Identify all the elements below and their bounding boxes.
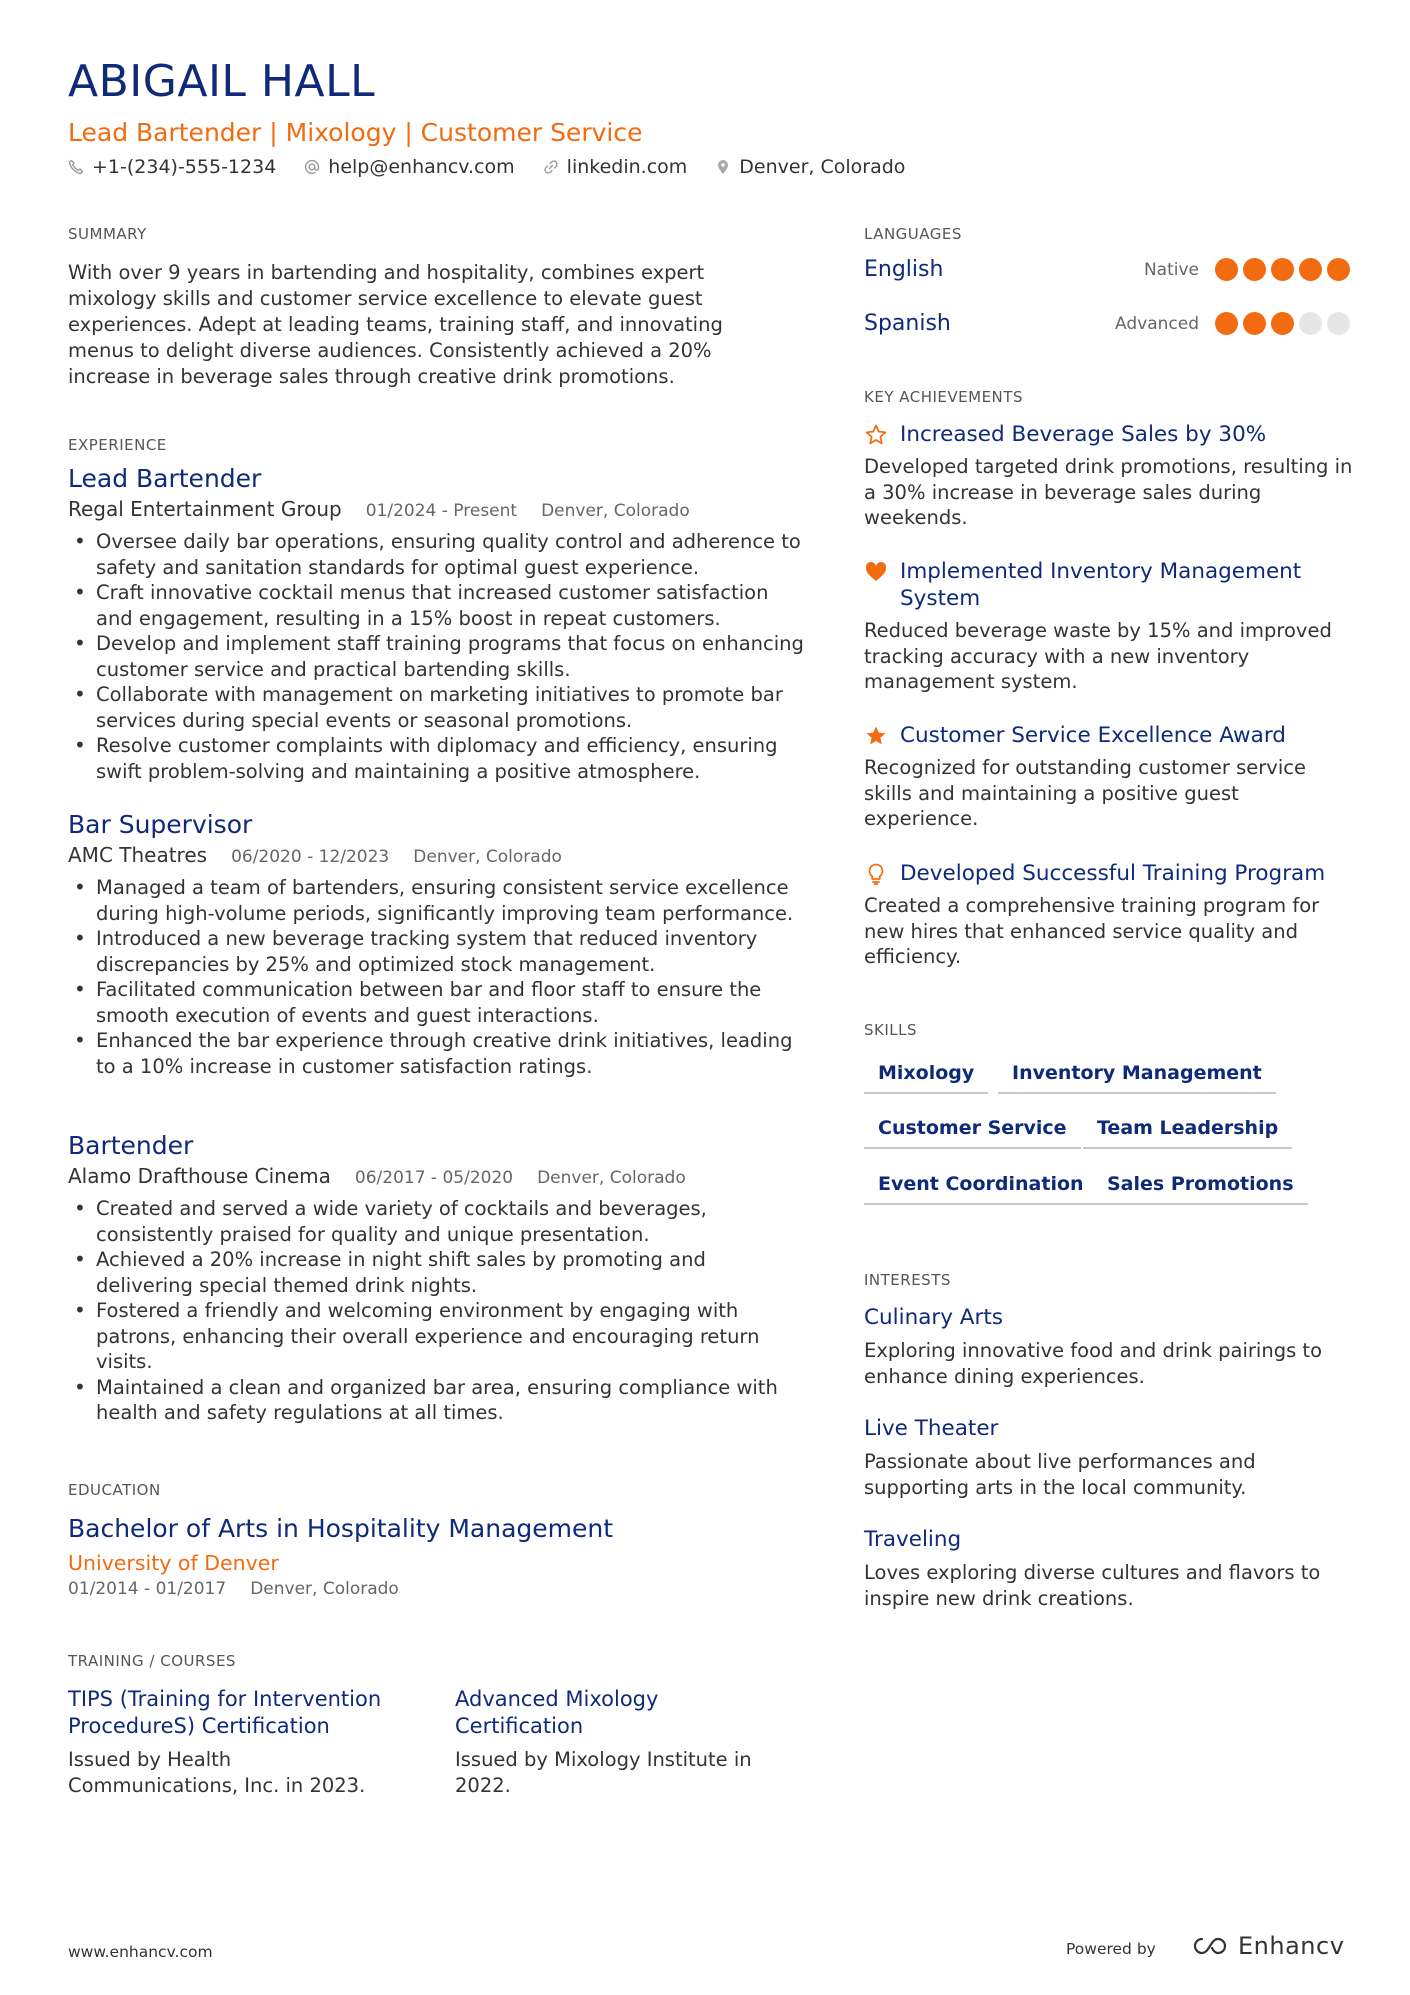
- education-location: Denver, Colorado: [250, 1579, 399, 1599]
- job-bullet: • Craft innovative cocktail menus that increased customer satisfaction and engagement, resulting in a 15% boost in repeat customers.: [68, 580, 808, 631]
- achievement-description: Reduced beverage waste by 15% and improved tracking accuracy with a new inventory management system.: [864, 619, 1332, 693]
- job-dates: 06/2020 - 12/2023: [231, 847, 390, 867]
- rating-dot-empty: [1327, 312, 1350, 335]
- skill-tag: Inventory Management: [998, 1062, 1276, 1094]
- job-bullet: • Oversee daily bar operations, ensuring quality control and adherence to safety and sanitation standards for optimal guest experience.: [68, 529, 808, 580]
- summary-text: With over 9 years in bartending and hospitality, combines expert mixology skills and customer service excellence to elevate guest experiences. Adept at leading teams, training staff, and innovating menus to delight diverse audiences. Consistently achieved a 20% increase in beverage sales through creative drink promotions.: [68, 261, 723, 388]
- interest-description: Passionate about live performances and supporting arts in the local community.: [864, 1450, 1256, 1499]
- location-pin-icon: [715, 159, 731, 175]
- contact-linkedin[interactable]: [543, 156, 688, 178]
- course-description: Issued by Mixology Institute in 2022.: [455, 1748, 752, 1797]
- achievement-title: Implemented Inventory Management System: [900, 559, 1302, 611]
- rating-dot-filled: [1327, 258, 1350, 281]
- skills-heading: SKILLS: [864, 1021, 918, 1039]
- language-rating: [1215, 258, 1350, 281]
- achievements-heading: KEY ACHIEVEMENTS: [864, 388, 1023, 406]
- achievement-entry: [864, 860, 1354, 970]
- powered-by-label: Powered by: [1066, 1940, 1156, 1958]
- achievement-title: Developed Successful Training Program: [900, 861, 1326, 886]
- rating-dot-empty: [1299, 312, 1322, 335]
- job-company: Regal Entertainment Group: [68, 497, 342, 521]
- experience-heading: EXPERIENCE: [68, 436, 167, 454]
- phone-icon: [68, 159, 84, 175]
- interests-heading: INTERESTS: [864, 1271, 951, 1289]
- enhancv-logo-icon: [1188, 1934, 1232, 1958]
- education-entry: [68, 1514, 788, 1599]
- job-bullet: • Managed a team of bartenders, ensuring consistent service excellence during high-volume periods, significantly improving team performance.: [68, 875, 808, 926]
- achievement-description: Created a comprehensive training program for new hires that enhanced service quality and efficiency.: [864, 894, 1320, 968]
- heart-icon: [864, 560, 888, 584]
- candidate-name: ABIGAIL HALL: [68, 56, 376, 107]
- link-icon: [543, 159, 559, 175]
- job-entry: [68, 810, 808, 1079]
- language-level: Advanced: [1115, 313, 1199, 334]
- star-outline-icon: [864, 423, 888, 447]
- interest-entry: [864, 1416, 1354, 1500]
- rating-dot-filled: [1271, 312, 1294, 335]
- job-bullet: • Develop and implement staff training programs that focus on enhancing customer service and practical bartending skills.: [68, 631, 808, 682]
- phone-text: +1-(234)-555-1234: [92, 156, 277, 178]
- rating-dot-filled: [1299, 258, 1322, 281]
- interest-entry: [864, 1305, 1354, 1389]
- job-bullets: [68, 1196, 808, 1426]
- interest-entry: [864, 1527, 1354, 1611]
- job-title: Lead Bartender: [68, 464, 262, 493]
- job-bullet: • Created and served a wide variety of cocktails and beverages, consistently praised for quality and unique presentation.: [68, 1196, 808, 1247]
- interest-description: Loves exploring diverse cultures and flavors to inspire new drink creations.: [864, 1561, 1321, 1610]
- job-location: Denver, Colorado: [413, 847, 562, 867]
- education-dates: 01/2014 - 01/2017: [68, 1579, 227, 1599]
- job-location: Denver, Colorado: [537, 1168, 686, 1188]
- education-heading: EDUCATION: [68, 1481, 161, 1499]
- skill-tag: Customer Service: [864, 1117, 1081, 1149]
- achievement-entry: [864, 558, 1354, 695]
- job-bullets: [68, 875, 808, 1079]
- achievement-title: Increased Beverage Sales by 30%: [900, 422, 1267, 447]
- job-bullet: • Collaborate with management on marketing initiatives to promote bar services during special events or seasonal promotions.: [68, 682, 808, 733]
- course-title: Advanced Mixology Certification: [455, 1687, 659, 1738]
- job-dates: 06/2017 - 05/2020: [354, 1168, 514, 1188]
- rating-dot-filled: [1243, 312, 1266, 335]
- interest-title: Live Theater: [864, 1416, 999, 1441]
- job-bullet: • Maintained a clean and organized bar area, ensuring compliance with health and safety regulations at all times.: [68, 1375, 808, 1426]
- job-bullet: • Resolve customer complaints with diplomacy and efficiency, ensuring swift problem-solving and maintaining a positive atmosphere.: [68, 733, 808, 784]
- language-row: [864, 311, 1350, 336]
- location-text: Denver, Colorado: [739, 156, 906, 178]
- job-title: Bartender: [68, 1131, 194, 1160]
- school-name: University of Denver: [68, 1551, 279, 1575]
- job-entry: [68, 1131, 808, 1426]
- rating-dot-filled: [1271, 258, 1294, 281]
- skill-tag: Mixology: [864, 1062, 988, 1094]
- job-bullet: • Enhanced the bar experience through creative drink initiatives, leading to a 10% increase in customer satisfaction ratings.: [68, 1028, 808, 1079]
- rating-dot-filled: [1243, 258, 1266, 281]
- job-company: AMC Theatres: [68, 843, 208, 867]
- email-text: help@enhancv.com: [328, 156, 515, 178]
- degree-title: Bachelor of Arts in Hospitality Management: [68, 1514, 614, 1543]
- job-bullet: • Facilitated communication between bar and floor staff to ensure the smooth execution of events and guest interactions.: [68, 977, 808, 1028]
- footer-url[interactable]: www.enhancv.com: [68, 1943, 213, 1961]
- course-title: TIPS (Training for Intervention ProcedureS) Certification: [68, 1687, 382, 1738]
- achievement-description: Recognized for outstanding customer service skills and maintaining a positive guest experience.: [864, 756, 1306, 830]
- language-row: [864, 257, 1350, 282]
- headline: Lead Bartender | Mixology | Customer Service: [68, 118, 643, 147]
- interest-title: Culinary Arts: [864, 1305, 1003, 1330]
- language-rating: [1215, 312, 1350, 335]
- job-title: Bar Supervisor: [68, 810, 253, 839]
- lightbulb-icon: [864, 862, 888, 886]
- job-location: Denver, Colorado: [541, 501, 690, 521]
- at-icon: [304, 159, 320, 175]
- skill-tag: Event Coordination: [864, 1173, 1098, 1205]
- contact-bar: [68, 156, 905, 178]
- job-bullet: • Achieved a 20% increase in night shift sales by promoting and delivering special themed drink nights.: [68, 1247, 808, 1298]
- course-entry: [68, 1686, 398, 1798]
- language-name: English: [864, 257, 944, 282]
- job-bullets: [68, 529, 808, 784]
- achievement-description: Developed targeted drink promotions, resulting in a 30% increase in beverage sales during weekends.: [864, 455, 1353, 529]
- job-bullet: • Introduced a new beverage tracking system that reduced inventory discrepancies by 25% and optimized stock management.: [68, 926, 808, 977]
- course-description: Issued by Health Communications, Inc. in 2023.: [68, 1748, 366, 1797]
- linkedin-text: linkedin.com: [566, 156, 688, 178]
- interest-title: Traveling: [864, 1527, 962, 1552]
- job-company: Alamo Drafthouse Cinema: [68, 1164, 331, 1188]
- achievement-entry: [864, 421, 1354, 531]
- language-name: Spanish: [864, 311, 951, 336]
- interest-description: Exploring innovative food and drink pairings to enhance dining experiences.: [864, 1339, 1323, 1388]
- language-level: Native: [1143, 259, 1199, 280]
- contact-email[interactable]: [304, 156, 514, 178]
- languages-heading: LANGUAGES: [864, 225, 962, 243]
- contact-location: [715, 156, 905, 178]
- achievement-title: Customer Service Excellence Award: [900, 723, 1286, 748]
- job-bullet: • Fostered a friendly and welcoming environment by engaging with patrons, enhancing their overall experience and encouraging return visits.: [68, 1298, 808, 1375]
- contact-phone[interactable]: [68, 156, 276, 178]
- job-dates: 01/2024 - Present: [365, 501, 518, 521]
- skill-tag: Sales Promotions: [1093, 1173, 1308, 1205]
- rating-dot-filled: [1215, 312, 1238, 335]
- star-filled-icon: [864, 724, 888, 748]
- course-entry: [455, 1686, 775, 1798]
- achievement-entry: [864, 722, 1354, 832]
- enhancv-logo[interactable]: [1188, 1932, 1344, 1960]
- job-entry: [68, 464, 808, 784]
- summary-heading: SUMMARY: [68, 225, 147, 243]
- rating-dot-filled: [1215, 258, 1238, 281]
- skill-tag: Team Leadership: [1083, 1117, 1292, 1149]
- training-heading: TRAINING / COURSES: [68, 1652, 236, 1670]
- brand-name: Enhancv: [1238, 1932, 1345, 1960]
